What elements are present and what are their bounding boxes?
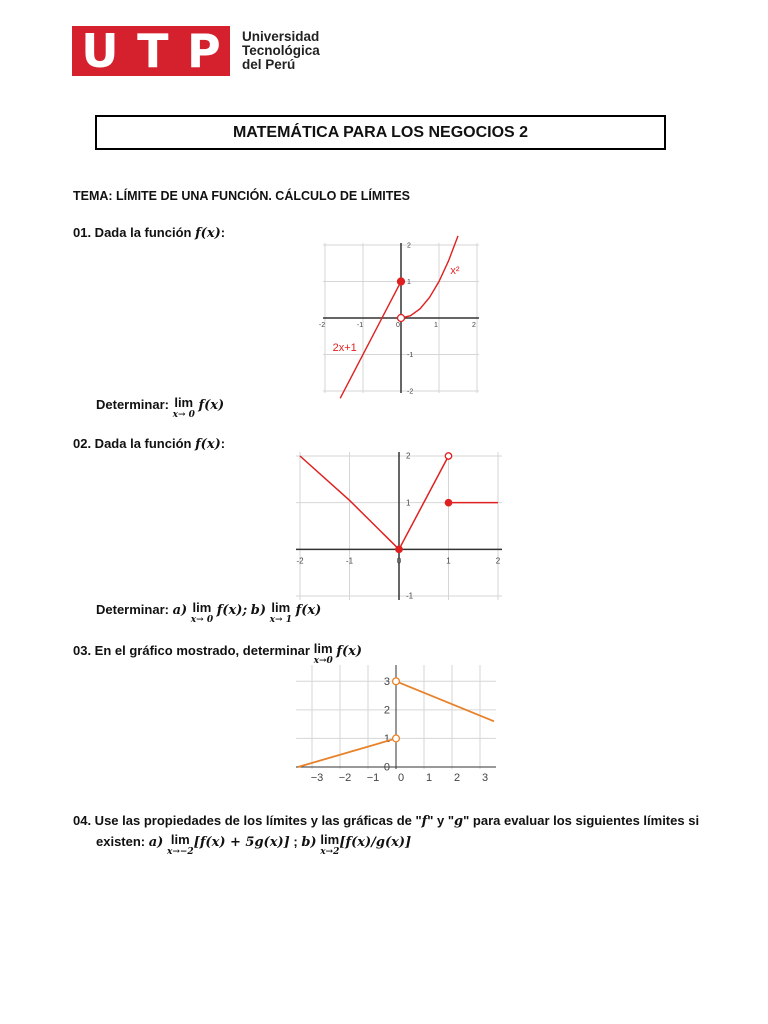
- problem-2-limit-b: [270, 602, 292, 626]
- problem-4-g: g: [454, 814, 464, 829]
- x-tick-label: 0: [397, 772, 405, 784]
- open-point: [445, 453, 451, 459]
- limit-subscript: x→ 0: [172, 410, 195, 420]
- x-tick-label: -1: [345, 556, 354, 566]
- limit-operator: lim: [313, 641, 333, 656]
- x-tick-label: −3: [310, 772, 324, 784]
- problem-1-fx: f(x): [195, 226, 221, 241]
- x-tick-label: −2: [338, 772, 352, 784]
- closed-point: [445, 499, 451, 505]
- x-tick-label: -1: [356, 322, 364, 329]
- y-tick-label: 1: [407, 278, 411, 286]
- problem-2-number: 02. Dada la función: [73, 436, 196, 451]
- x-tick-label: 1: [446, 556, 451, 566]
- x-tick-label: 2: [472, 322, 476, 329]
- logo-letter-t: T: [137, 24, 169, 78]
- series-line: [396, 681, 494, 721]
- problem-4-expr-b: [f(x)/g(x)]: [339, 835, 412, 850]
- x-tick-label: -2: [318, 322, 326, 329]
- problem-1-statement: [73, 225, 225, 241]
- y-tick-label: -2: [407, 388, 414, 396]
- series-label: x²: [450, 265, 460, 278]
- series-label: 2x+1: [332, 341, 357, 354]
- problem-4-part-b: b): [301, 835, 317, 850]
- problem-2-colon: :: [220, 436, 226, 451]
- problem-4-question: [96, 834, 411, 858]
- logo-mark: [72, 26, 230, 76]
- problem-4-text-b: " para evaluar los siguientes límites si: [463, 813, 700, 828]
- open-point: [398, 315, 405, 322]
- problem-4-limit-b: [320, 834, 339, 858]
- problem-2-graph: [293, 448, 505, 602]
- closed-point: [398, 278, 405, 285]
- topic-heading: TEMA: LÍMITE DE UNA FUNCIÓN. CÁLCULO DE LÍMITES: [73, 189, 411, 203]
- problem-2-statement: [73, 436, 225, 452]
- limit-subscript: x→0: [313, 656, 333, 666]
- utp-logo: [72, 26, 320, 76]
- problem-2-determine: Determinar:: [96, 602, 173, 617]
- y-tick-label: 2: [407, 242, 411, 250]
- problem-2-question: [96, 602, 321, 626]
- x-tick-label: 1: [425, 772, 433, 784]
- y-tick-label: 3: [383, 675, 390, 688]
- problem-1-determine: Determinar:: [96, 397, 173, 412]
- x-tick-label: -2: [296, 556, 304, 566]
- limit-operator: lim: [320, 832, 340, 847]
- series-line: [298, 738, 396, 767]
- closed-point: [396, 546, 402, 552]
- logo-line-3: del Perú: [242, 57, 296, 72]
- problem-2-fx: f(x): [195, 437, 221, 452]
- page-title-box: [95, 115, 666, 150]
- logo-letter-u: U: [81, 24, 119, 78]
- y-tick-label: -1: [406, 591, 414, 601]
- problem-1-number: 01. Dada la función: [73, 225, 196, 240]
- y-tick-label: 0: [383, 761, 390, 774]
- logo-line-2: Tecnológica: [242, 43, 320, 58]
- limit-subscript: x→ 1: [269, 615, 292, 625]
- limit-operator: lim: [271, 600, 291, 615]
- problem-4-f: f: [421, 814, 428, 829]
- series-line: [340, 282, 401, 399]
- open-point: [393, 678, 400, 685]
- limit-subscript: x→ 0: [190, 615, 214, 625]
- y-tick-label: 1: [406, 498, 411, 508]
- x-tick-label: 3: [481, 772, 489, 784]
- x-tick-label: 0: [396, 556, 402, 566]
- problem-4-text-a: 04. Use las propiedades de los límites y las gráficas de ": [73, 813, 422, 828]
- limit-operator: lim: [170, 832, 190, 847]
- problem-1-fx-eval: f(x): [198, 398, 225, 413]
- problem-2-part-b: b): [250, 603, 267, 618]
- problem-4-separator: ;: [289, 834, 302, 849]
- problem-2-fx-a: f(x);: [216, 603, 248, 618]
- problem-2-part-a: a): [172, 603, 188, 618]
- problem-2-fx-b: f(x): [295, 603, 322, 618]
- problem-4-statement: [73, 813, 699, 829]
- problem-2-limit-a: [191, 602, 213, 626]
- logo-line-1: Universidad: [242, 29, 320, 44]
- problem-4-mid: " y ": [427, 813, 455, 828]
- limit-operator: lim: [174, 395, 194, 410]
- problem-3-text: 03. En el gráfico mostrado, determinar: [73, 643, 314, 658]
- x-tick-label: 2: [495, 556, 501, 566]
- problem-4-limit-a: [167, 834, 194, 858]
- x-tick-label: −1: [366, 772, 380, 784]
- limit-subscript: x→2: [320, 847, 340, 857]
- x-tick-label: 2: [453, 772, 461, 784]
- page-title: MATEMÁTICA PARA LOS NEGOCIOS 2: [232, 123, 529, 141]
- problem-1-question: [96, 397, 224, 421]
- logo-letter-p: P: [187, 24, 221, 78]
- x-tick-label: 1: [434, 322, 438, 329]
- y-tick-label: 2: [406, 451, 411, 461]
- problem-1-graph: [313, 239, 491, 395]
- limit-operator: lim: [192, 600, 212, 615]
- problem-1-limit: [173, 397, 195, 421]
- problem-4-existen: existen:: [96, 834, 149, 849]
- x-tick-label: 0: [396, 322, 400, 329]
- y-tick-label: 1: [383, 733, 390, 746]
- y-tick-label: 2: [383, 704, 390, 717]
- problem-1-colon: :: [220, 225, 226, 240]
- problem-4-expr-a: [f(x) + 5g(x)]: [193, 835, 290, 850]
- problem-4-part-a: a): [148, 835, 164, 850]
- problem-3-fx: f(x): [336, 644, 363, 659]
- open-point: [393, 735, 400, 742]
- y-tick-label: -1: [407, 351, 414, 359]
- logo-wordmark: [242, 30, 320, 72]
- limit-subscript: x→−2: [166, 847, 194, 857]
- problem-3-graph: [296, 663, 516, 791]
